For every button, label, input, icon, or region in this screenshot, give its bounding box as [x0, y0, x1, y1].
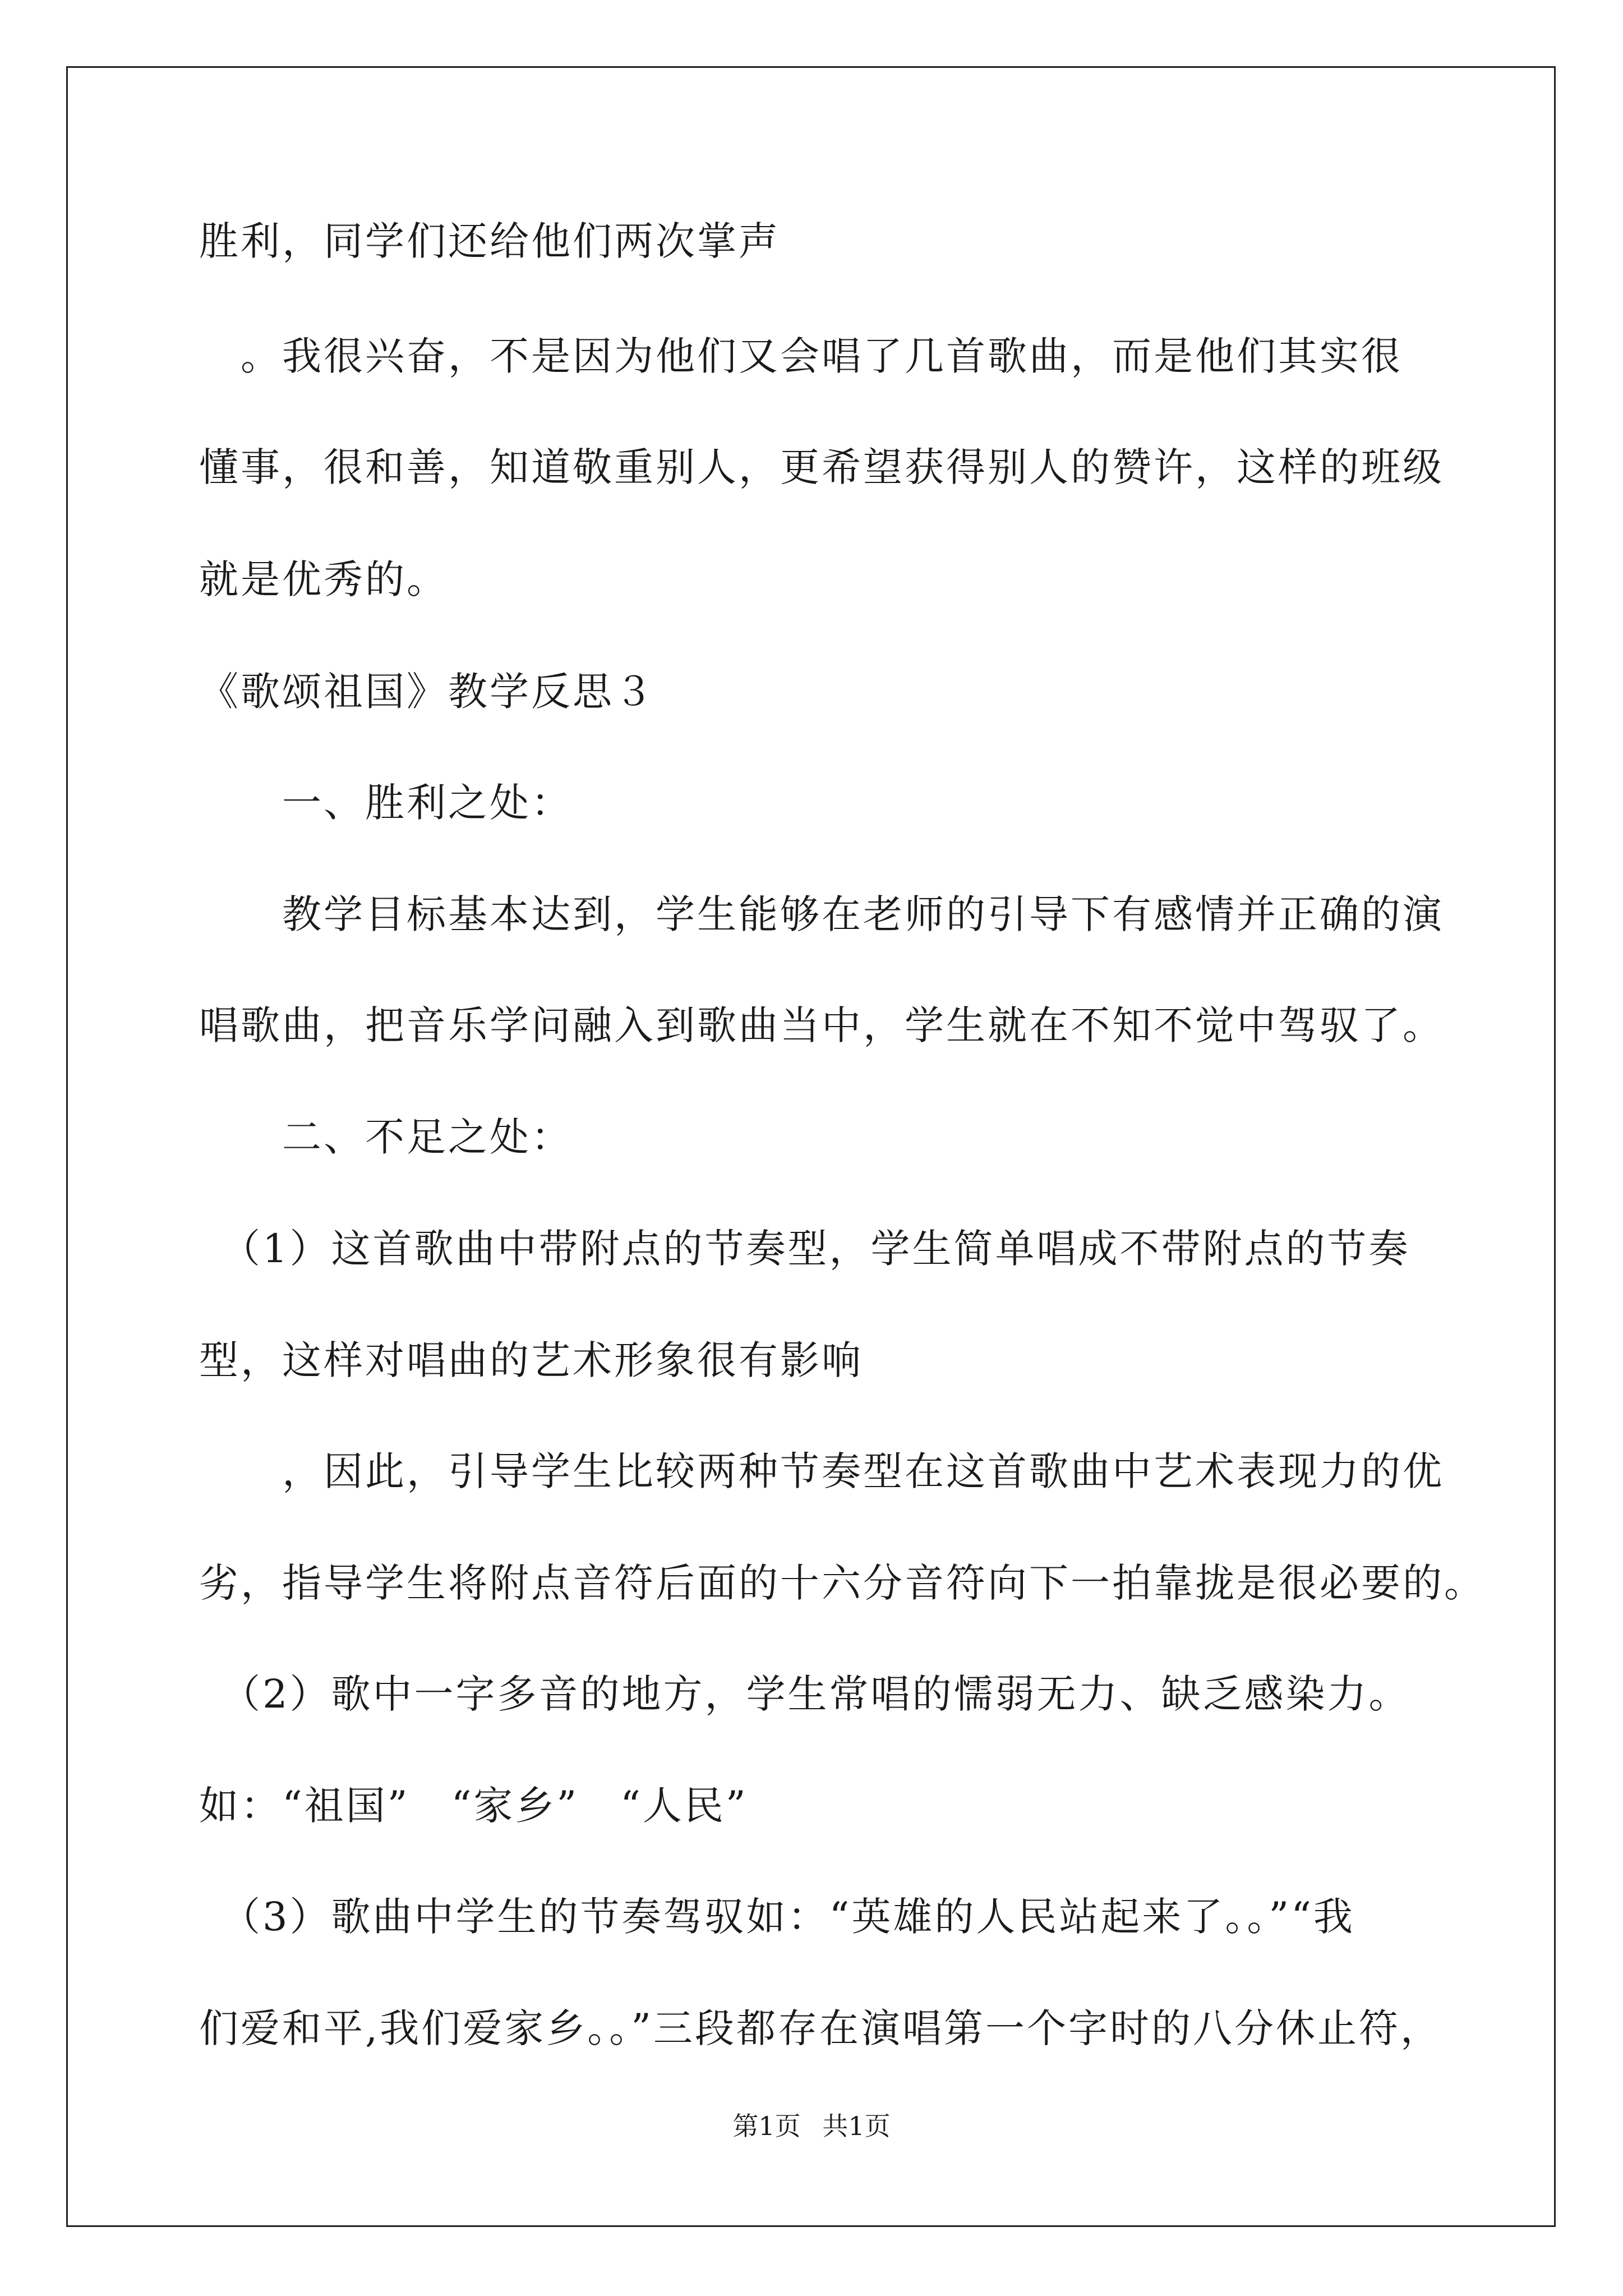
text-line: 就是优秀的。 [199, 556, 448, 602]
text-line: 唱歌曲，把音乐学问融入到歌曲当中，学生就在不知不觉中驾驭了。 [199, 1002, 1444, 1048]
text-line: 。我很兴奋，不是因为他们又会唱了几首歌曲，而是他们其实很 [199, 333, 1403, 379]
page-current: 第1页 [732, 2111, 801, 2141]
text-line: 懂事，很和善，知道敬重别人，更希望获得别人的赞许，这样的班级 [199, 444, 1444, 490]
text-line: 劣，指导学生将附点音符后面的十六分音符向下一拍靠拢是很必要的。 [199, 1560, 1486, 1606]
text-line: 教学目标基本达到，学生能够在老师的引导下有感情并正确的演 [199, 891, 1444, 937]
text-line: 们爱和平,我们爱家乡。。”三段都存在演唱第一个字时的八分休止符， [199, 2005, 1442, 2051]
text-line: ，因此，引导学生比较两种节奏型在这首歌曲中艺术表现力的优 [199, 1448, 1444, 1494]
text-line: （3）歌曲中学生的节奏驾驭如：“英雄的人民站起来了。。”“我 [199, 1894, 1355, 1940]
page-footer [0, 2109, 1623, 2143]
section-heading: 《歌颂祖国》教学反思３ [199, 669, 656, 715]
text-line: 一、胜利之处： [199, 780, 573, 826]
text-line: 如：“祖国” “家乡” “人民” [199, 1783, 748, 1829]
text-line: 型，这样对唱曲的艺术形象很有影响 [199, 1337, 863, 1383]
text-line: 胜利，同学们还给他们两次掌声 [199, 218, 780, 264]
text-line: （1）这首歌曲中带附点的节奏型，学生简单唱成不带附点的节奏 [199, 1226, 1410, 1272]
text-line: （2）歌中一字多音的地方，学生常唱的懦弱无力、缺乏感染力。 [199, 1671, 1410, 1717]
page-total: 共1页 [822, 2111, 891, 2141]
text-line: 二、不足之处： [199, 1114, 573, 1160]
